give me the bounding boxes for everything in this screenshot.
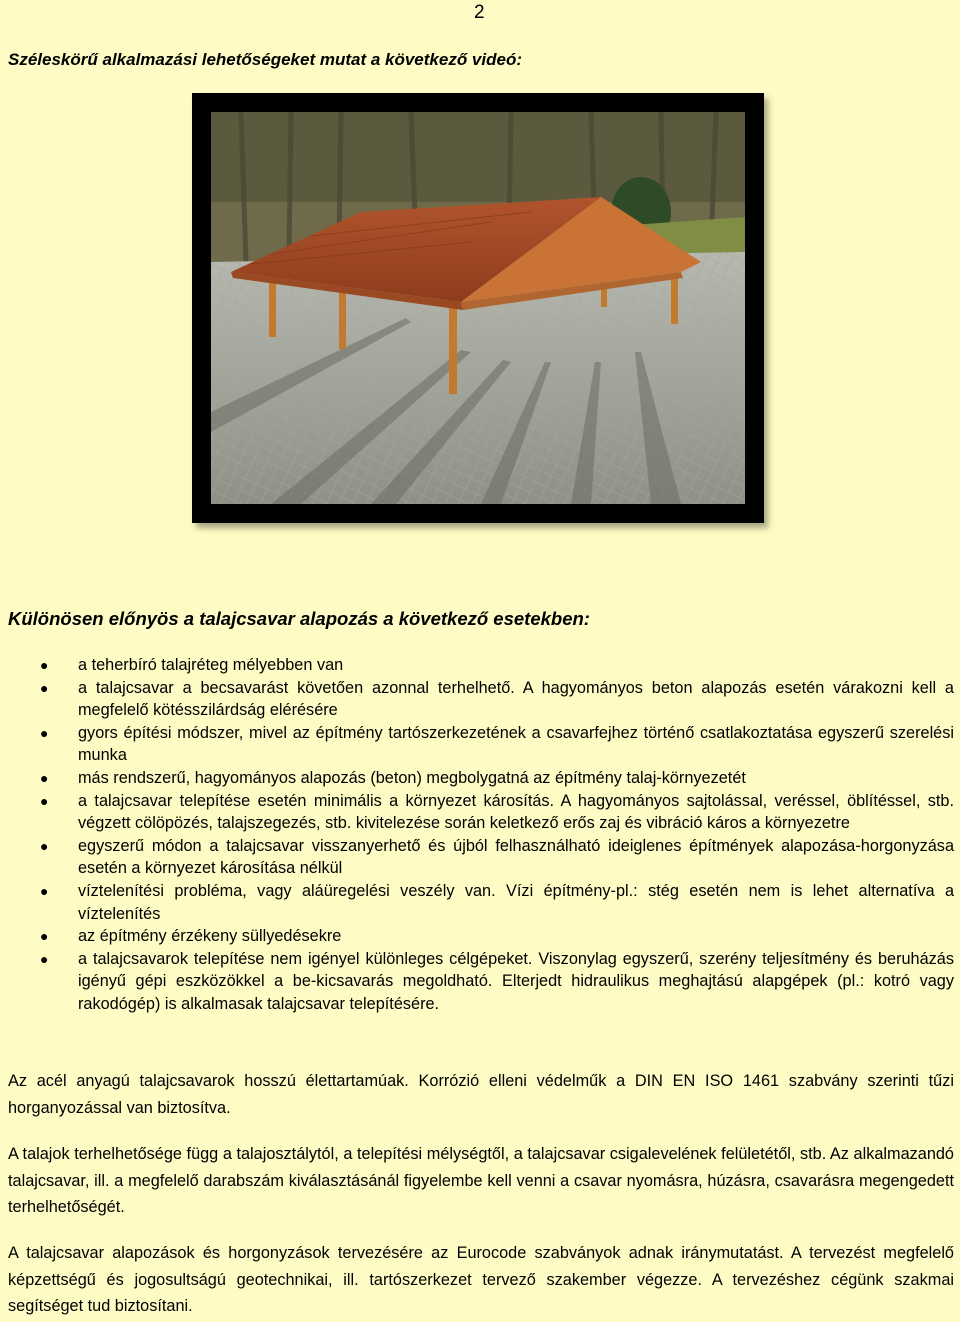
list-item: ● víztelenítési probléma, vagy aláüregelési veszély van. Vízi építmény-pl.: stég esetén nem is lehet alternatíva a víztelenítés: [40, 881, 954, 923]
video-intro-text: Széleskörű alkalmazási lehetőségeket mutat a következő videó:: [8, 50, 522, 69]
bullet-icon: ●: [40, 950, 49, 967]
paragraph-load-capacity: A talajok terhelhetősége függ a talajosztálytól, a telepítési mélységtől, a talajcsavar csigalevelének felületétől, stb. Az alkalmazandó talajcsavar, ill. a megfelelő darabszám kiválasztásánál figyelembe kell venni a csavar nyomásra, húzásra, csavarásra megengedett terhelhetőségét.: [8, 1145, 954, 1216]
page-number: 2: [474, 2, 485, 23]
list-item: ● az építmény érzékeny süllyedésekre: [40, 925, 954, 948]
list-item: ● a teherbíró talajréteg mélyebben van: [40, 654, 954, 677]
bullet-icon: ●: [40, 928, 49, 945]
list-item: ● más rendszerű, hagyományos alapozás (beton) megbolygatná az építmény talaj-környezetét: [40, 767, 954, 790]
bullet-icon: ●: [40, 724, 49, 741]
paragraph-corrosion: Az acél anyagú talajcsavarok hosszú élettartamúak. Korrózió elleni védelműk a DIN EN ISO 1461 szabvány szerinti tűzi horganyozással van biztosítva.: [8, 1072, 954, 1117]
list-item: ● a talajcsavar a becsavarást követően azonnal terhelhető. A hagyományos beton alapozás esetén várakozni kell a megfelelő kötésszilárdság elérésére: [40, 678, 954, 720]
bullet-icon: ●: [40, 769, 49, 786]
list-item: ● a talajcsavarok telepítése nem igényel különleges célgépeket. Viszonylag egyszerű, szerény teljesítmény és beruházás igényű gépi eszközökkel a be-kicsavarás megoldható. Elterjedt hidraulikus meghajtású alapgépek (pl.: kotró vagy rakodógép) is alkalmasak talajcsavar telepítésére.: [40, 949, 954, 1013]
video-thumbnail[interactable]: [192, 93, 764, 523]
list-item: ● egyszerű módon a talajcsavar visszanyerhető és újból felhasználható ideiglenes építmények alapozása-horgonyzása esetén a környezet károsítása nélkül: [40, 836, 954, 878]
list-item: ● a talajcsavar telepítése esetén minimális a környezet károsítás. A hagyományos sajtolással, veréssel, öblítéssel, stb. végzett cölöpözés, talajszegezés, stb. kivitelezése során keletkező erős zaj és vibráció káros a környezetre: [40, 791, 954, 833]
advantages-list: [40, 654, 954, 1016]
bullet-icon: ●: [40, 792, 49, 809]
bullet-icon: ●: [40, 882, 49, 899]
bullet-icon: ●: [40, 837, 49, 854]
pavilion-photo: [211, 112, 745, 504]
paragraph-design: A talajcsavar alapozások és horgonyzások tervezésére az Eurocode szabványok adnak iránymutatást. A tervezést megfelelő képzettségű és jogosultságú geotechnikai, ill. tartószerkezet tervező szakember végezze. A tervezéshez cégünk szakmai segítséget tud biztosítani.: [8, 1244, 954, 1315]
bullet-icon: ●: [40, 657, 49, 673]
list-item: ● gyors építési módszer, mivel az építmény tartószerkezetének a csavarfejhez történő csatlakoztatása egyszerű szerelési munka: [40, 723, 954, 765]
section-heading: Különösen előnyös a talajcsavar alapozás a következő esetekben:: [8, 608, 590, 629]
bullet-icon: ●: [40, 679, 49, 696]
